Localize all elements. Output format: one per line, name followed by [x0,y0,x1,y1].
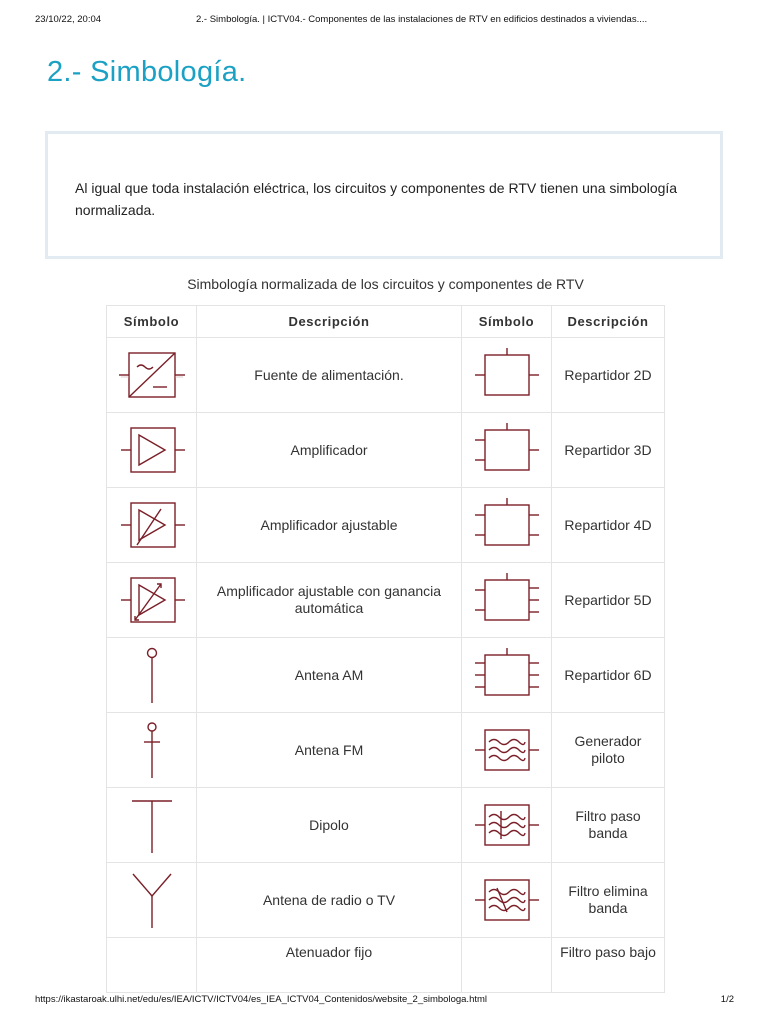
description-cell: Repartidor 6D [552,638,665,713]
agc-amplifier-symbol [117,570,187,630]
intro-text: Al igual que toda instalación eléctrica, los circuitos y componentes de RTV tienen una simbología normalizada. [75,180,678,218]
description-cell: Antena FM [197,713,462,788]
table-row [107,713,665,788]
symbol-cell [462,788,552,863]
symbol-cell [107,338,197,413]
symbols-table [106,305,665,993]
description-cell: Amplificador [197,413,462,488]
description-cell: Filtro elimina banda [552,863,665,938]
page-title: 2.- Simbología. [47,56,247,88]
splitter-2d-symbol [467,345,547,405]
header-symbol-1: Símbolo [107,306,197,338]
adjustable-amplifier-symbol [117,495,187,555]
symbol-cell [107,938,197,993]
splitter-6d-symbol [467,645,547,705]
description-cell: Repartidor 5D [552,563,665,638]
table-row [107,938,665,993]
print-footer [0,994,768,1008]
table-caption: Simbología normalizada de los circuitos y componentes de RTV [187,276,584,292]
description-cell: Repartidor 4D [552,488,665,563]
print-datetime: 23/10/22, 20:04 [35,14,102,25]
symbol-cell [462,563,552,638]
symbol-cell [107,638,197,713]
description-cell: Antena de radio o TV [197,863,462,938]
description-cell: Repartidor 3D [552,413,665,488]
description-cell: Repartidor 2D [552,338,665,413]
symbol-cell [107,713,197,788]
symbol-cell [462,488,552,563]
header-description-1: Descripción [197,306,462,338]
table-row [107,863,665,938]
symbol-cell [107,563,197,638]
description-cell: Atenuador fijo [197,938,462,993]
description-cell: Filtro paso bajo [552,938,665,993]
splitter-5d-symbol [467,570,547,630]
print-document-title: 2.- Simbología. | ICTV04.- Componentes de las instalaciones de RTV en edificios destinados a viviendas.... [196,14,648,25]
table-row [107,338,665,413]
description-cell: Dipolo [197,788,462,863]
splitter-3d-symbol [467,420,547,480]
table-header-row [107,306,665,338]
symbol-cell [107,863,197,938]
table-row [107,638,665,713]
symbol-cell [462,338,552,413]
description-cell: Filtro paso banda [552,788,665,863]
table-row [107,413,665,488]
fm-antenna-symbol [117,720,187,780]
symbol-cell [107,788,197,863]
description-cell: Fuente de alimentación. [197,338,462,413]
table-row [107,563,665,638]
splitter-4d-symbol [467,495,547,555]
symbol-cell [462,638,552,713]
header-symbol-2: Símbolo [462,306,552,338]
description-cell: Amplificador ajustable [197,488,462,563]
symbol-cell [107,488,197,563]
bandstop-filter-symbol [467,870,547,930]
am-antenna-symbol [117,645,187,705]
amplifier-symbol [117,420,187,480]
symbol-cell [462,713,552,788]
page-number: 1/2 [720,994,734,1005]
description-cell: Amplificador ajustable con ganancia automática [197,563,462,638]
radio-tv-antenna-symbol [117,870,187,930]
dipole-symbol [117,795,187,855]
header-description-2: Descripción [552,306,665,338]
table-row [107,788,665,863]
table-row [107,488,665,563]
symbol-cell [462,863,552,938]
intro-box [45,131,723,259]
description-cell: Generador piloto [552,713,665,788]
symbol-cell [107,413,197,488]
symbol-cell [462,413,552,488]
power-supply-symbol [117,345,187,405]
bandpass-filter-symbol [467,795,547,855]
symbol-cell [462,938,552,993]
print-url: https://ikastaroak.ulhi.net/edu/es/IEA/ICTV/ICTV04/es_IEA_ICTV04_Contenidos/website_2_simbologa.html [35,994,488,1005]
pilot-generator-symbol [467,720,547,780]
description-cell: Antena AM [197,638,462,713]
print-header [0,14,768,28]
